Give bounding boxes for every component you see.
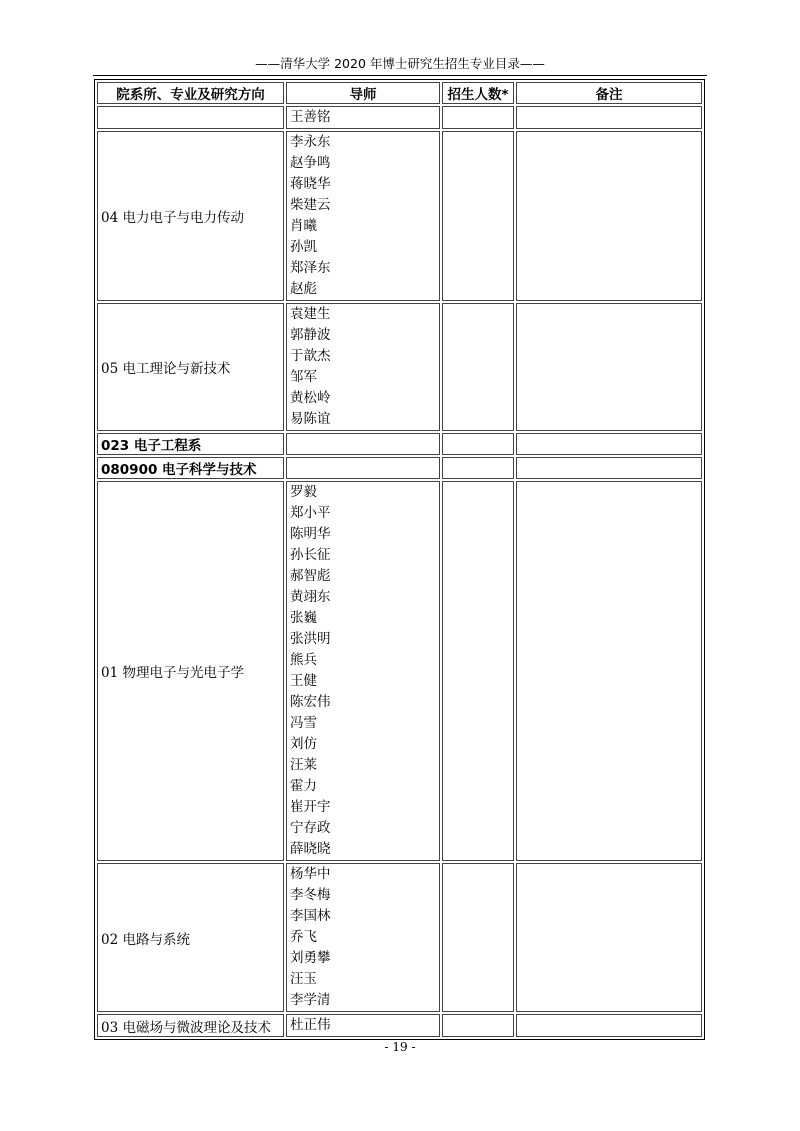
advisor-name: 熊兵 [290, 652, 317, 668]
advisor-name: 杨华中 [290, 866, 331, 882]
advisor-cell [286, 863, 440, 1012]
advisor-name: 王善铭 [290, 109, 331, 125]
research-direction: 02 电路与系统 [97, 863, 284, 1012]
empty-cell [516, 457, 702, 479]
enrollment-cell [442, 863, 514, 1012]
empty-cell [516, 433, 702, 455]
page-header: ——清华大学 2020 年博士研究生招生专业目录—— [255, 56, 545, 71]
empty-cell [286, 457, 440, 479]
table-row [97, 106, 702, 129]
remarks-cell [516, 1014, 702, 1037]
table-row [97, 303, 702, 431]
advisor-name: 陈明华 [290, 526, 331, 542]
advisor-name: 汪莱 [290, 757, 317, 773]
advisor-name: 崔开宇 [290, 799, 331, 815]
advisor-name: 汪玉 [290, 971, 317, 987]
advisor-name: 李冬梅 [290, 887, 331, 903]
research-direction: 05 电工理论与新技术 [97, 303, 284, 431]
table-row [97, 1014, 702, 1037]
advisor-cell [286, 1014, 440, 1037]
advisor-name: 李学清 [290, 992, 331, 1008]
advisor-name: 张巍 [290, 610, 317, 626]
page-number: - 19 - [384, 1040, 416, 1054]
header-rule [93, 75, 707, 76]
remarks-cell [516, 131, 702, 301]
column-header: 招生人数* [442, 82, 514, 104]
advisor-name: 于歆杰 [290, 348, 331, 364]
advisor-name: 蒋晓华 [290, 176, 331, 192]
advisor-name: 李国林 [290, 908, 331, 924]
advisor-name: 黄翊东 [290, 589, 331, 605]
enrollment-cell [442, 106, 514, 129]
research-direction [97, 106, 284, 129]
column-header: 院系所、专业及研究方向 [97, 82, 284, 104]
department-row [97, 433, 702, 455]
advisor-cell [286, 106, 440, 129]
advisor-name: 易陈谊 [290, 411, 331, 427]
advisor-name: 霍力 [290, 778, 317, 794]
advisor-cell [286, 303, 440, 431]
remarks-cell [516, 863, 702, 1012]
advisor-cell [286, 481, 440, 861]
research-direction: 04 电力电子与电力传动 [97, 131, 284, 301]
enrollment-cell [442, 131, 514, 301]
department-title: 080900 电子科学与技术 [97, 457, 284, 479]
advisor-name: 冯雪 [290, 715, 317, 731]
advisor-name: 郝智彪 [290, 568, 331, 584]
advisor-name: 黄松岭 [290, 390, 331, 406]
department-title: 023 电子工程系 [97, 433, 284, 455]
advisor-name: 孙凯 [290, 239, 317, 255]
advisor-name: 王健 [290, 673, 317, 689]
advisor-name: 袁建生 [290, 306, 331, 322]
column-header: 导师 [286, 82, 440, 104]
advisor-name: 薛晓晓 [290, 841, 331, 857]
empty-cell [442, 433, 514, 455]
table-header-row [97, 82, 702, 104]
advisor-name: 李永东 [290, 134, 331, 150]
advisor-name: 张洪明 [290, 631, 331, 647]
catalog-table [95, 80, 704, 1039]
advisor-name: 乔飞 [290, 929, 317, 945]
research-direction: 03 电磁场与微波理论及技术 [97, 1014, 284, 1037]
research-direction: 01 物理电子与光电子学 [97, 481, 284, 861]
advisor-name: 郭静波 [290, 327, 331, 343]
advisor-name: 宁存政 [290, 820, 331, 836]
advisor-name: 赵彪 [290, 281, 317, 297]
enrollment-cell [442, 481, 514, 861]
empty-cell [442, 457, 514, 479]
enrollment-cell [442, 1014, 514, 1037]
remarks-cell [516, 481, 702, 861]
advisor-name: 肖曦 [290, 218, 317, 234]
advisor-name: 罗毅 [290, 484, 317, 500]
advisor-name: 刘仿 [290, 736, 317, 752]
remarks-cell [516, 303, 702, 431]
advisor-cell [286, 131, 440, 301]
department-row [97, 457, 702, 479]
table-row [97, 863, 702, 1012]
advisor-name: 柴建云 [290, 197, 331, 213]
advisor-name: 陈宏伟 [290, 694, 331, 710]
empty-cell [286, 433, 440, 455]
advisor-name: 赵争鸣 [290, 155, 331, 171]
advisor-name: 杜正伟 [290, 1017, 331, 1033]
remarks-cell [516, 106, 702, 129]
enrollment-cell [442, 303, 514, 431]
advisor-name: 邹军 [290, 369, 317, 385]
table-row [97, 481, 702, 861]
column-header: 备注 [516, 82, 702, 104]
advisor-name: 刘勇攀 [290, 950, 331, 966]
table-row [97, 131, 702, 301]
advisor-name: 孙长征 [290, 547, 331, 563]
advisor-name: 郑小平 [290, 505, 331, 521]
advisor-name: 郑泽东 [290, 260, 331, 276]
